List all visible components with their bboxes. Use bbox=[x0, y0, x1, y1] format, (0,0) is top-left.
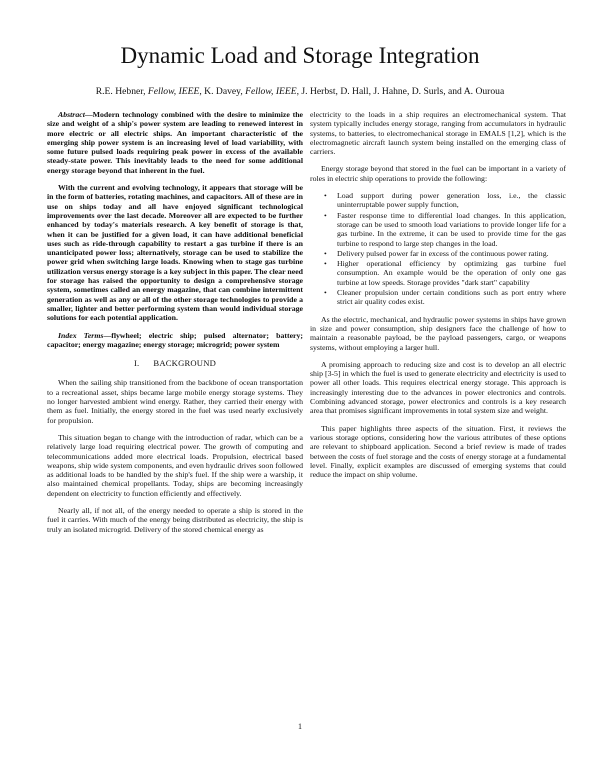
list-item bbox=[310, 249, 566, 258]
list-item bbox=[310, 191, 566, 210]
index-terms-label: Index Terms bbox=[58, 330, 104, 340]
body-paragraph: When the sailing ship transitioned from the backbone of ocean transportation to a recreational asset, ships became large mobile energy storage systems. They no longer harvested ambient wind energy. Rather, they carried their energy with them as fuel. Initially, the energy stored in the fuel was used nearly exclusively for propulsion. bbox=[47, 378, 303, 425]
author-affiliation: Fellow, IEEE bbox=[147, 86, 200, 97]
body-paragraph: This paper highlights three aspects of the situation. First, it reviews the various storage options, considering how the various attributes of these options are relevant to shipboard application. Second a brief review is made of trades between the costs of fuel storage and the costs of energy storage at a fundamental level. Finally, explicit examples are discussed of emerging systems that could reduce the impact on ship volume. bbox=[310, 423, 566, 480]
paper-title: Dynamic Load and Storage Integration bbox=[120, 43, 480, 68]
list-item bbox=[310, 259, 566, 287]
left-column bbox=[47, 110, 303, 730]
abstract-label: Abstract bbox=[58, 110, 85, 119]
author-name: K. Davey bbox=[204, 86, 241, 97]
author-name: D. Hall bbox=[340, 86, 369, 97]
bullet-icon: • bbox=[324, 210, 327, 220]
list-item-text: Load support during power generation loss, i.e., the classic uninterruptable power supply function, bbox=[337, 191, 566, 210]
index-terms-dash: — bbox=[103, 330, 112, 340]
body-paragraph: This situation began to change with the introduction of radar, which can be a relatively large load requiring electrical power. The growth of computing and telecommunications added more electrical loads. Propulsion, electrical based weapons, ship wide system components, and even hydraulic drives soon followed as additional loads to be handled by the ship's fuel. If the ship were a warship, it also maintained chemical propellants. Today, ships are becoming increasingly dependent on electricity to function efficiently and effectively. bbox=[47, 432, 303, 498]
bullet-icon: • bbox=[324, 288, 327, 298]
section-title: BACKGROUND bbox=[153, 358, 217, 369]
author-line: R.E. Hebner, Fellow, IEEE, K. Davey, Fellow, IEEE, J. Herbst, D. Hall, J. Hahne, D. Surls, and A. Ouroua bbox=[95, 86, 505, 97]
author-name: J. Herbst bbox=[301, 86, 336, 97]
list-item-text: Higher operational efficiency by optimizing gas turbine fuel consumption. An example would be the operation of only one gas turbine at low speeds. Storage provides "dark start" capability bbox=[337, 259, 566, 287]
section-heading bbox=[47, 359, 303, 368]
role-list bbox=[310, 191, 566, 307]
section-number: I. bbox=[133, 358, 140, 369]
index-terms bbox=[47, 331, 303, 350]
abstract-dash: — bbox=[84, 110, 93, 119]
author-affiliation: Fellow, IEEE bbox=[245, 86, 297, 97]
list-item-text: Delivery pulsed power far in excess of the continuous power rating. bbox=[337, 248, 549, 258]
body-paragraph: Nearly all, if not all, of the energy needed to operate a ship is stored in the fuel it carries. With much of the energy being distributed as electricity, the ship is truly an isolated microgrid. Delivery of the stored chemical energy as bbox=[47, 505, 303, 534]
author-name: D. Surls bbox=[411, 86, 444, 97]
body-paragraph: As the electric, mechanical, and hydraulic power systems in ships have grown in size and power consumption, ship designers face the challenge of how to maintain a reasonable payload, be the payload passengers, cargo, or weapons systems, without employing a larger hull. bbox=[310, 314, 566, 352]
list-item-text: Faster response time to differential load changes. In this application, storage can be used to smooth load variations to provide longer life for a gas turbine. In the extreme, it can be used to provide time for the gas turbine to respond to large step changes in the load. bbox=[337, 210, 566, 248]
page-number: 1 bbox=[298, 722, 302, 731]
bullet-icon: • bbox=[324, 259, 327, 269]
body-paragraph-continued: electricity to the loads in a ship requires an electromechanical system. That system typically includes energy storage, ranging from accumulators in hydraulic systems, to batteries, to electromechanical storage in EMALS [1,2], which is the electromagnetic aircraft launch system being installed on the emerging class of carriers. bbox=[310, 110, 566, 157]
right-column bbox=[310, 110, 566, 730]
list-item bbox=[310, 211, 566, 248]
list-item bbox=[310, 288, 566, 307]
bullet-icon: • bbox=[324, 248, 327, 258]
author-name: A. Ouroua bbox=[463, 86, 505, 97]
abstract-paragraph-2: With the current and evolving technology, it appears that storage will be in the form of batteries, rotating machines, and capacitors. All of these are in use on ships today and all have enjoyed significant technological improvements over the last decade. Moreover all are expected to be further enhanced by today's materials research. A key benefit of storage is that, when it can be justified for a given load, it can have additional beneficial uses such as ride-through capability to restart a gas turbine if there is an unanticipated power loss; alternatively, storage can be used to stabilize the power grid when switching large loads. Knowing when to stage gas turbine utilization versus energy storage is a key subject in this paper. The clear need for storage has raised the opportunity to design a comprehensive storage system, sometimes called an energy magazine, that can combine intermittent generation as well as any or all of the other storage technologies to provide a smaller, lighter and better performing system than would individual storage solutions for each potential application. bbox=[47, 183, 303, 323]
bullet-icon: • bbox=[324, 191, 327, 201]
list-item-text: Cleaner propulsion under certain conditions such as port entry where strict air quality codes exist. bbox=[337, 288, 566, 307]
author-name: R.E. Hebner bbox=[95, 86, 144, 97]
abstract-text: Modern technology combined with the desire to minimize the size and weight of a ship's power system are leading to renewed interest in more electric or all electric ships. An important characteristic of the emerging ship power system is an increasing level of load variability, with some future pulsed loads requiring peak power in excess of the available steady-state power. This inevitably leads to the need for some additional energy storage beyond that inherent in the fuel. bbox=[47, 110, 303, 175]
body-paragraph: A promising approach to reducing size and cost is to develop an all electric ship [3-5] in which the fuel is used to generate electricity and electricity is used to power all other loads. This requires electrical energy storage. This approach is increasingly interesting due to the advances in power electronics and controls. Combining advanced storage, power electronics and controls is a key research area that promises significant improvements in total system size and weight. bbox=[310, 359, 566, 416]
index-terms-text: flywheel; electric ship; pulsed alternator; battery; capacitor; energy magazine; energy storage; microgrid; power system bbox=[47, 330, 303, 349]
abstract-paragraph bbox=[47, 110, 303, 175]
author-name: J. Hahne bbox=[373, 86, 407, 97]
body-paragraph: Energy storage beyond that stored in the fuel can be important in a variety of roles in electric ship operations to provide the following: bbox=[310, 164, 566, 183]
